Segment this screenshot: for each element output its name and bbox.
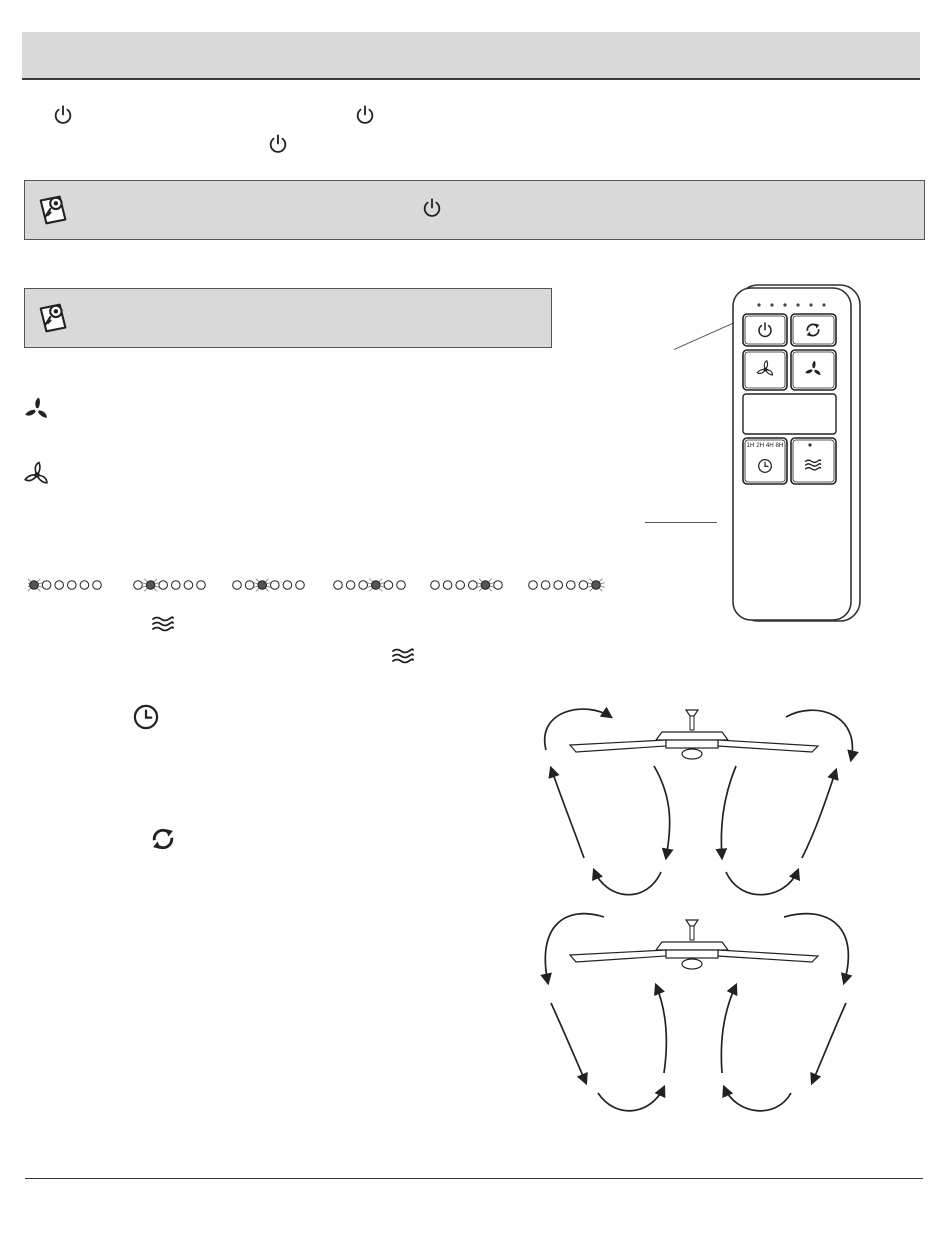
speed-dot [469, 581, 478, 590]
speed-dot-lit [592, 581, 601, 590]
speed-dot [359, 581, 368, 590]
breeze-icon [151, 615, 175, 633]
fan-solid-icon [22, 395, 52, 425]
speed-dot [271, 581, 280, 590]
speed-dot [296, 581, 305, 590]
speed-dot [245, 581, 254, 590]
speed-dot [456, 581, 465, 590]
speed-dot [397, 581, 406, 590]
remote-fan-up-button[interactable] [791, 350, 836, 390]
speed-dot-lit [481, 581, 490, 590]
speed-level-1 [28, 575, 112, 595]
leader-line [645, 522, 717, 523]
speed-dot [541, 581, 550, 590]
remote-timer-button[interactable] [743, 438, 787, 484]
speed-dot [346, 581, 355, 590]
power-icon [52, 104, 74, 126]
remote-reverse-button[interactable] [791, 314, 836, 346]
speed-dot [579, 581, 588, 590]
remote-timer-label: 1H 2H 4H 8H [746, 442, 784, 449]
airflow-diagram-updraft [526, 905, 876, 1120]
speed-dot [159, 581, 168, 590]
speed-dot [80, 581, 89, 590]
speed-dot [494, 581, 503, 590]
speed-dot [134, 581, 143, 590]
note-box [24, 288, 552, 348]
speed-level-6 [527, 575, 611, 595]
remote-power-button[interactable] [743, 314, 787, 346]
speed-dot [172, 581, 181, 590]
speed-dot [443, 581, 452, 590]
speed-dot [55, 581, 64, 590]
power-icon [267, 133, 289, 155]
power-icon [354, 104, 376, 126]
speed-dot [197, 581, 206, 590]
speed-dot [184, 581, 193, 590]
ceiling-fan-illustration [570, 710, 818, 759]
speed-dot [93, 581, 102, 590]
remote-breeze-button[interactable] [791, 438, 836, 484]
speed-dot [233, 581, 242, 590]
remote-blank-button[interactable] [743, 394, 836, 434]
speed-dot [42, 581, 51, 590]
fan-outline-icon [22, 460, 52, 490]
speed-level-2 [132, 575, 216, 595]
speed-dot [68, 581, 77, 590]
speed-dot [529, 581, 538, 590]
ceiling-fan-illustration [570, 920, 818, 969]
speed-dot [384, 581, 393, 590]
speed-level-5 [429, 575, 513, 595]
speed-dot-lit [146, 581, 155, 590]
airflow-diagram-downdraft [526, 690, 876, 905]
note-pin-icon [35, 299, 73, 337]
speed-dot-lit [372, 581, 381, 590]
speed-dot-lit [258, 581, 267, 590]
footer-rule [25, 1178, 923, 1179]
speed-dot [554, 581, 563, 590]
breeze-icon [391, 647, 415, 665]
header-band [22, 32, 920, 80]
speed-dot [431, 581, 440, 590]
speed-dot [567, 581, 576, 590]
speed-level-3 [231, 575, 315, 595]
speed-dot [283, 581, 292, 590]
speed-level-4 [332, 575, 416, 595]
note-pin-icon [35, 191, 73, 229]
note-box [24, 180, 925, 240]
remote-control [728, 284, 862, 624]
speed-dot-lit [30, 581, 39, 590]
speed-dot [334, 581, 343, 590]
power-icon [421, 197, 443, 219]
remote-fan-down-button[interactable] [743, 350, 787, 390]
reverse-arrows-icon [149, 825, 177, 853]
timer-clock-icon [132, 703, 160, 731]
